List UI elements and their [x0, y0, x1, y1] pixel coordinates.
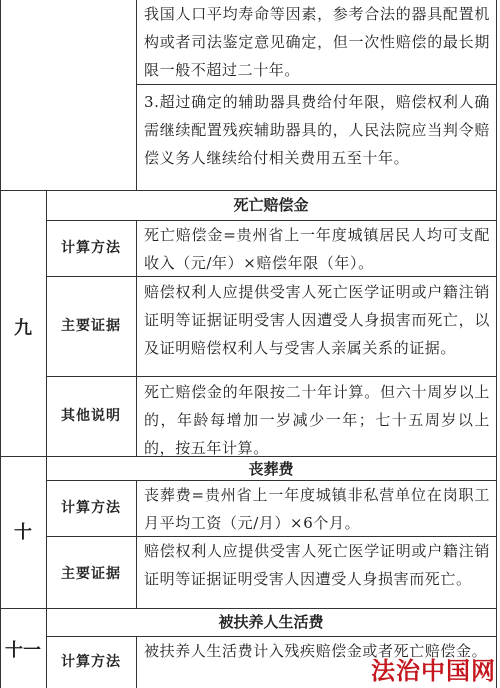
- row-label: 计算方法: [61, 500, 121, 516]
- table-border-left: [0, 0, 1, 688]
- row-line: [0, 608, 496, 609]
- row-label: 其他说明: [61, 408, 121, 424]
- continuation-paragraph: 我国人口平均寿命等因素，参考合法的器具配置机构或者司法鉴定意见确定，但一次性赔偿的最长期限一般不超过二十年。: [144, 5, 490, 79]
- row-label: 主要证据: [61, 318, 121, 334]
- row-text: 赔偿权利人应提供受害人死亡医学证明或户籍注销证明等证据证明受害人因遭受人身损害而死亡，以及证明赔偿权利人与受害人亲属关系的证据。: [144, 283, 490, 357]
- section-number: 十: [14, 522, 32, 543]
- section-number: 十一: [5, 640, 41, 661]
- section-number: 九: [14, 318, 32, 339]
- section-title: 丧葬费: [248, 460, 294, 478]
- row-text: 死亡赔偿金的年限按二十年计算。但六十周岁以上的，年龄每增加一岁减少一年；七十五周岁以上的，按五年计算。: [144, 383, 490, 457]
- row-text: 丧葬费=贵州省上一年度城镇非私营单位在岗职工月平均工资（元/月）×6个月。: [144, 486, 490, 532]
- section-title: 死亡赔偿金: [233, 196, 309, 214]
- row-line: [0, 190, 496, 191]
- col-divider-sec11: [136, 636, 137, 688]
- row-line: [136, 84, 496, 85]
- row-text: 被扶养人生活费计入残疾赔偿金或者死亡赔偿金。: [144, 642, 488, 660]
- col-divider-top: [136, 0, 137, 190]
- row-label: 主要证据: [61, 566, 121, 582]
- section-title: 被扶养人生活费: [218, 613, 324, 631]
- col-divider-sec10: [136, 480, 137, 608]
- row-label: 计算方法: [61, 654, 121, 670]
- row-text: 赔偿权利人应提供受害人死亡医学证明或户籍注销证明等证据证明受害人因遭受人身损害而死亡。: [144, 542, 490, 588]
- continuation-paragraph: 3.超过确定的辅助器具费给付年限，赔偿权利人确需继续配置残疾辅助器具的，人民法院应当判令赔偿义务人继续给付相关费用五至十年。: [144, 93, 490, 167]
- col-divider-sec9: [136, 220, 137, 456]
- row-label: 计算方法: [61, 240, 121, 256]
- row-line: [46, 376, 496, 377]
- row-text: 死亡赔偿金=贵州省上一年度城镇居民人均可支配收入（元/年）×赔偿年限（年）。: [144, 226, 490, 272]
- table-border-right: [496, 0, 497, 688]
- site-watermark: 法治中国网: [371, 657, 496, 685]
